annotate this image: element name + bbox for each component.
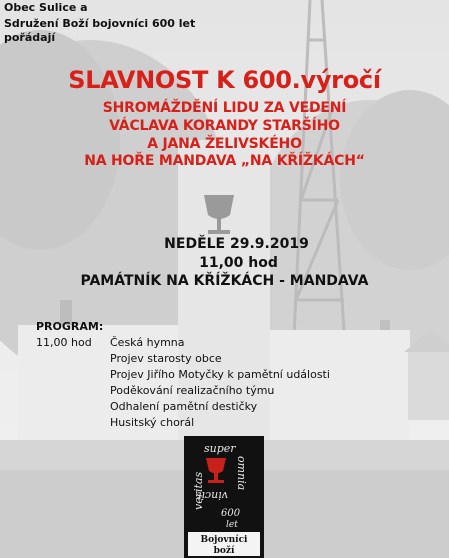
program-item: Projev starosty obce (110, 352, 222, 365)
event-place: PAMÁTNÍK NA KŘÍŽKÁCH - MANDAVA (80, 273, 369, 289)
logo-caption: Bojovníci (200, 535, 248, 545)
program-item: Česká hymna (110, 336, 185, 349)
organizer-line-1: Obec Sulice a (4, 1, 88, 14)
event-subtitle-line: SHROMÁŽDĚNÍ LIDU ZA VEDENÍ (102, 100, 347, 116)
program-item: Projev Jiřího Motyčky k pamětní události (110, 368, 330, 381)
organizer-line-3: pořádají (4, 31, 56, 44)
monument-wall-right (270, 330, 410, 440)
program-item: Odhalení pamětní destičky (110, 400, 258, 413)
event-subtitle-line: NA HOŘE MANDAVA „NA KŘÍŽKÁCH“ (84, 153, 365, 169)
bojovnici-bozi-logo (184, 436, 264, 558)
event-time: 11,00 hod (199, 255, 278, 271)
program-heading: PROGRAM: (36, 320, 104, 333)
program-item: Husitský chorál (110, 416, 195, 429)
event-subtitle-line: VÁCLAVA KORANDY STARŠÍHO (109, 118, 340, 134)
logo-word: 600 (221, 508, 241, 519)
event-date: NEDĚLE 29.9.2019 (164, 236, 309, 252)
logo-word: let (226, 520, 238, 530)
program-item: Poděkování realizačního týmu (110, 384, 275, 397)
logo-caption: boží (213, 546, 235, 556)
organizer-line-2: Sdružení Boží bojovníci 600 let (4, 17, 196, 30)
logo-word: omnia (235, 456, 248, 491)
logo-word: vincit (197, 489, 228, 502)
program-start-time: 11,00 hod (36, 336, 92, 349)
logo-word: veritas (192, 471, 205, 510)
logo-word: super (204, 442, 236, 455)
event-title: SLAVNOST K 600.výročí (68, 66, 381, 94)
event-subtitle-line: A JANA ŽELIVSKÉHO (147, 136, 302, 152)
